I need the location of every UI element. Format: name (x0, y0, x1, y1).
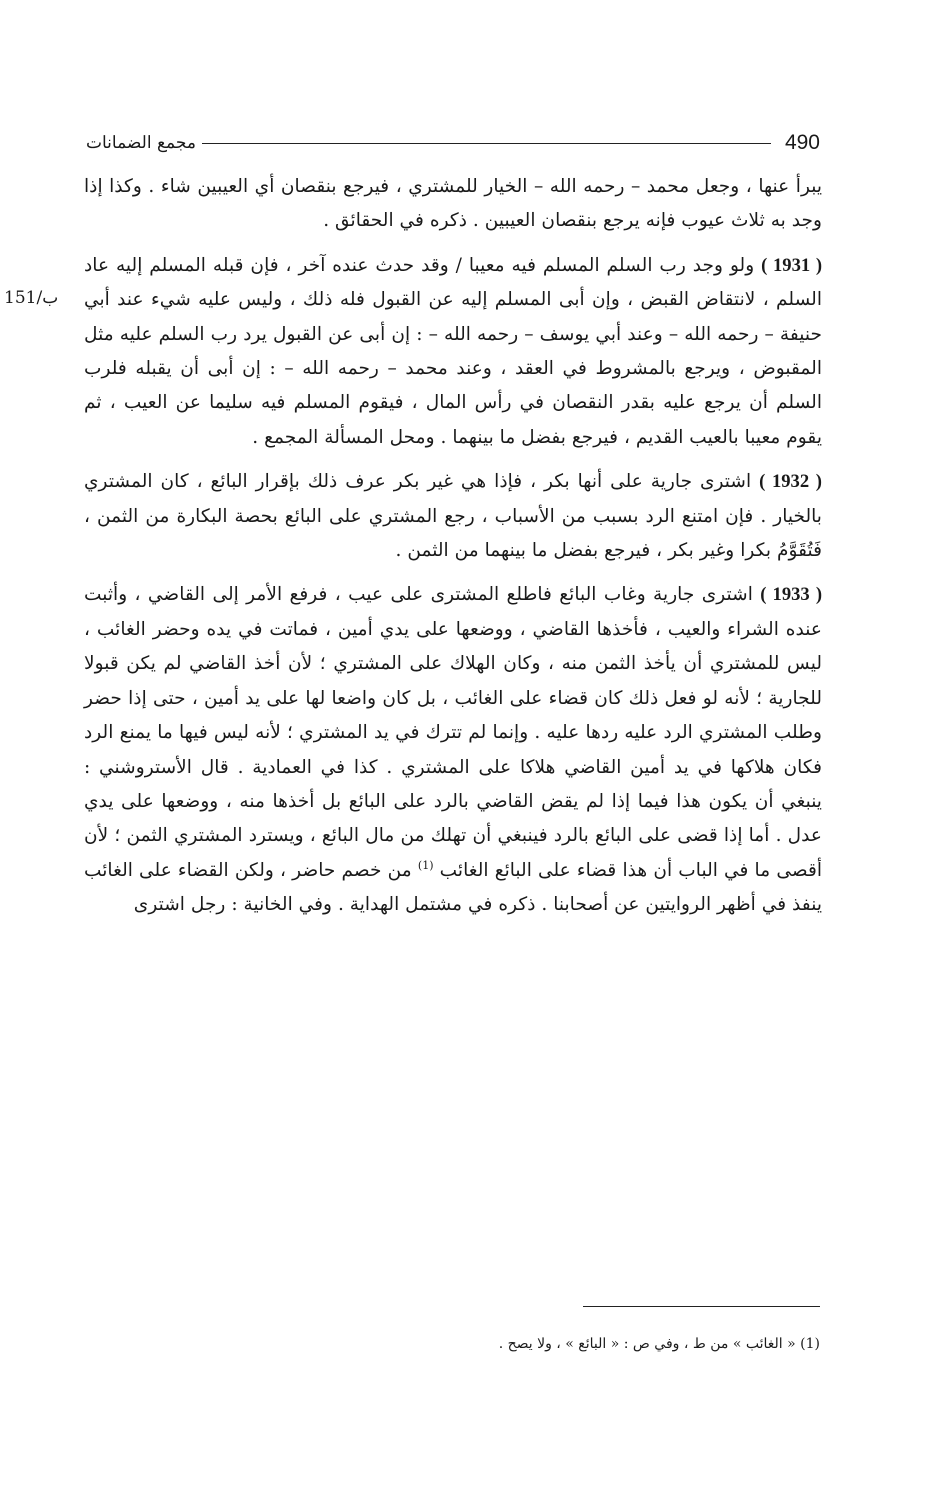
page-number: 490 (784, 131, 820, 154)
paragraph-1933 (84, 578, 822, 922)
header-rule (202, 143, 771, 144)
page-header (86, 128, 820, 158)
footnote: (1) « الغائب » من ط ، وفي ص : « البائع » ، ولا يصح . (498, 1336, 820, 1352)
paragraph-text: ولو وجد رب السلم المسلم فيه معيبا / وقد حدث عنده آخر ، فإن قبله المسلم إليه عاد السلم ، لانتقاض القبض ، وإن أبى المسلم إليه عن القبول فله ذلك ، وليس عليه شيء عند أبي حنيفة – رحمه الله – وعند أبي يوسف – رحمه الله – : إن أبى عن القبول يرد رب السلم عليه مثل المقبوض ، ويرجع بالمشروط في العقد ، وعند محمد – رحمه الله – : إن أبى أن يقبله فلرب السلم أن يرجع عليه بقدر النقصان في رأس المال ، فيقوم المسلم فيه سليما عن العيب ، ثم يقوم معيبا بالعيب القديم ، فيرجع بفضل ما بينهما . ومحل المسألة المجمع . (84, 254, 822, 448)
paragraph-text: يبرأ عنها ، وجعل محمد – رحمه الله – الخيار للمشتري ، فيرجع بنقصان أي العيبين شاء . وكذا إذا وجد به ثلاث عيوب فإنه يرجع بنقصان العيبين . ذكره في الحقائق . (84, 176, 822, 232)
paragraph-1932 (84, 465, 822, 568)
paragraph-continuation (84, 170, 822, 239)
paragraph-text: اشترى جارية على أنها بكر ، فإذا هي غير بكر عرف ذلك بإقرار البائع ، كان المشتري بالخيار . فإن امتنع الرد بسبب من الأسباب ، رجع المشتري على البائع بحصة البكارة من الثمن ، فَتُقَوَّمُ بكرا وغير بكر ، فيرجع بفضل ما بينهما من الثمن . (84, 471, 822, 562)
margin-folio-note: 151/ب (4, 288, 59, 308)
main-text (84, 170, 822, 923)
paragraph-1931 (84, 249, 822, 455)
issue-number: ( 1931 ) (761, 254, 823, 276)
issue-number: ( 1932 ) (759, 471, 822, 493)
footnote-rule (583, 1306, 820, 1307)
book-title: مجمع الضمانات (86, 133, 196, 153)
issue-number: ( 1933 ) (760, 584, 823, 606)
footnote-marker: (1) (417, 858, 434, 872)
paragraph-text: من خصم حاضر ، ولكن القضاء على الغائب ينفذ في أظهر الروايتين عن أصحابنا . ذكره في مشتمل الهداية . وفي الخانية : رجل اشترى (84, 859, 822, 916)
paragraph-text: اشترى جارية وغاب البائع فاطلع المشترى على عيب ، فرفع الأمر إلى القاضي ، وأثبت عنده الشراء والعيب ، فأخذها القاضي ، ووضعها على يدي أمين ، فماتت في يده وحضر الغائب ، ليس للمشتري أن يأخذ الثمن منه ، وكان الهلاك على المشتري ؛ لأن أخذ القاضي لم يكن قبولا للجارية ؛ لأنه لو فعل ذلك كان قضاء على الغائب ، بل كان واضعا لها على يد أمين ، حتى إذا حضر وطلب المشتري الرد عليه ردها عليه . وإنما لم تترك في يد المشتري ؛ لأنه ليس فيها ما يمنع الرد فكان هلاكها في يد أمين القاضي هلاكا على المشتري . كذا في العمادية . قال الأستروشني : ينبغي أن يكون هذا فيما إذا لم يقض القاضي بالرد على البائع بل أخذها منه ، ووضعها على يدي عدل . أما إذا قضى على البائع بالرد فينبغي أن تهلك من مال البائع ، ويسترد المشتري الثمن ؛ لأن أقصى ما في الباب أن هذا قضاء على البائع الغائب (84, 584, 823, 881)
